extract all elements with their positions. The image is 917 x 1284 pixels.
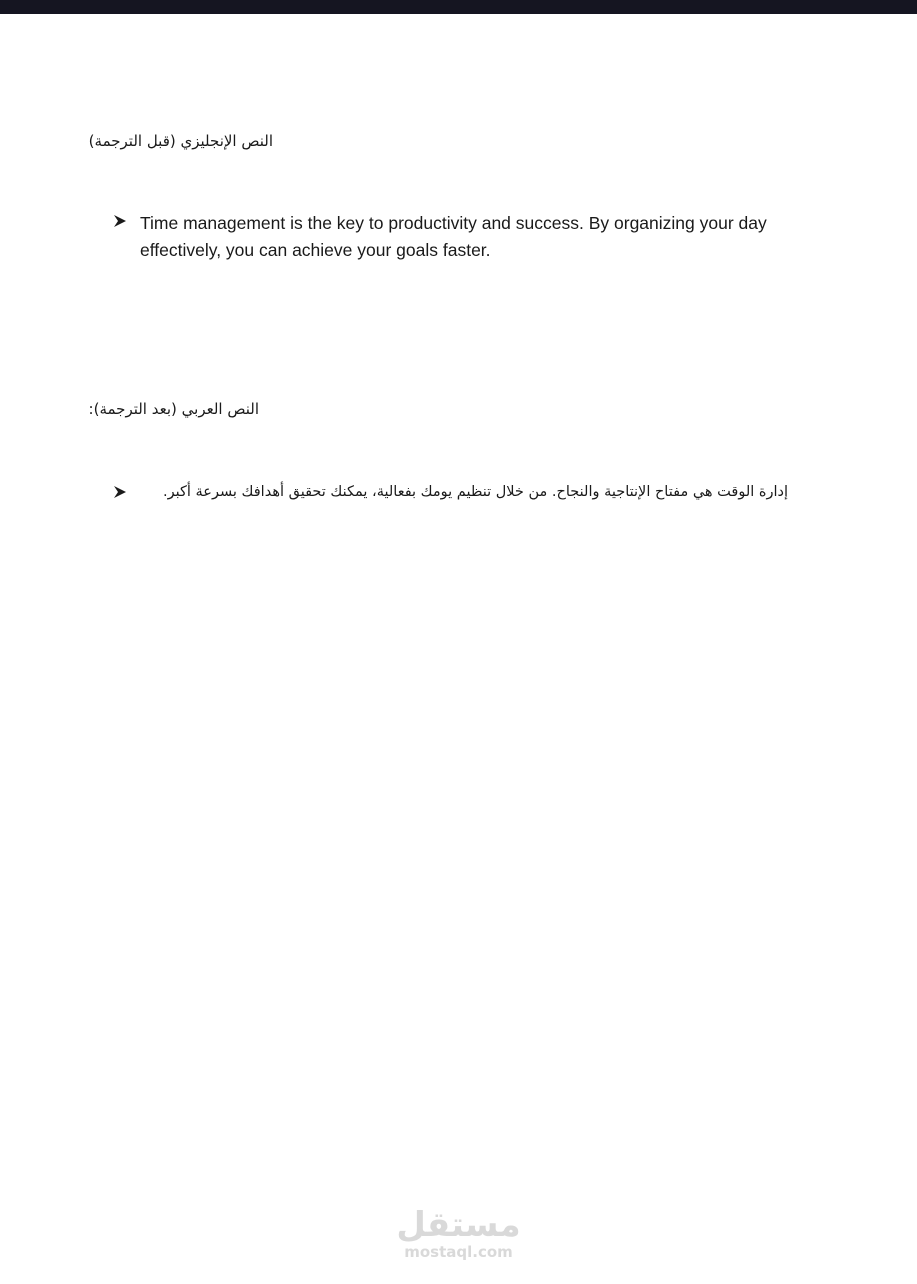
arabic-paragraph: إدارة الوقت هي مفتاح الإنتاجية والنجاح. من خلال تنظيم يومك بفعالية، يمكنك تحقيق أهدافك بسرعة أكبر. [163, 484, 788, 500]
arabic-text-heading: النص العربي (بعد الترجمة): [88, 400, 259, 418]
document-page [0, 14, 917, 1284]
english-text-heading: النص الإنجليزي (قبل الترجمة) [88, 132, 273, 150]
top-bar [0, 0, 917, 14]
arabic-bullet-item [112, 480, 802, 504]
english-paragraph: Time management is the key to productivity and success. By organizing your day effectively, you can achieve your goals faster. [140, 213, 767, 260]
arrowhead-bullet-icon [112, 484, 128, 500]
mostaql-logo: مستقل [396, 1205, 521, 1245]
arrowhead-bullet-icon [112, 213, 128, 229]
mostaql-watermark [0, 1206, 917, 1260]
watermark-site: mostaql.com [404, 1243, 513, 1261]
english-bullet-item [112, 210, 812, 264]
